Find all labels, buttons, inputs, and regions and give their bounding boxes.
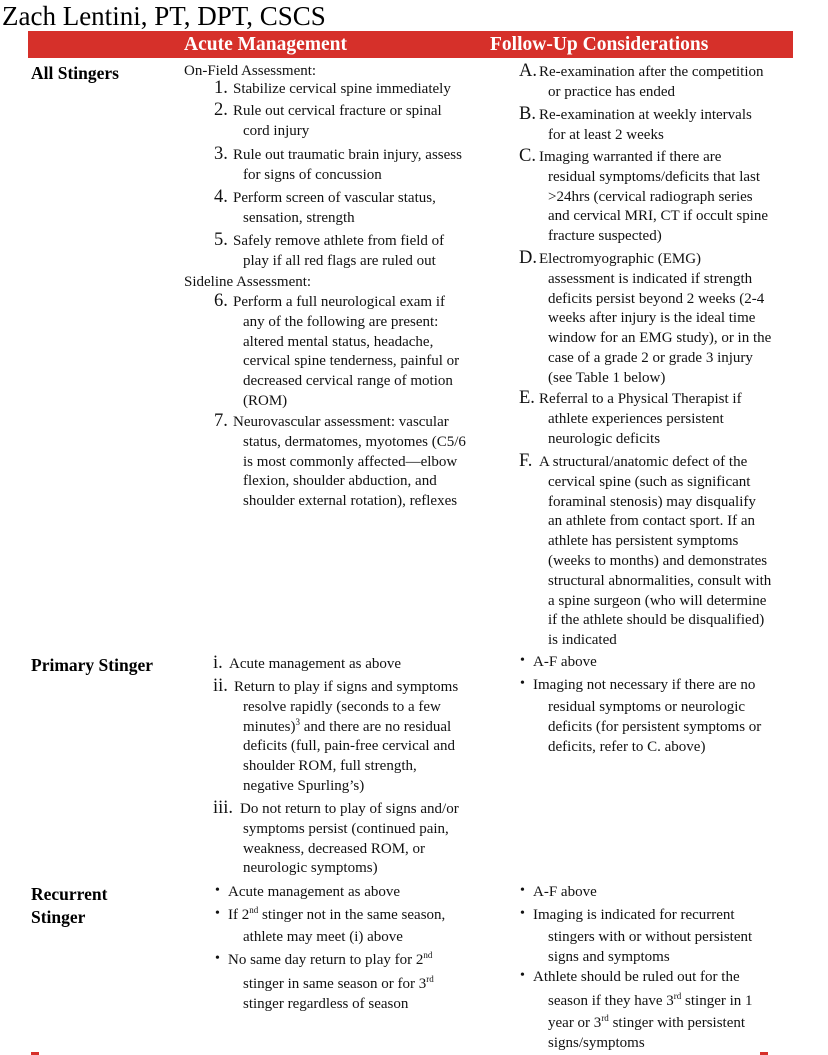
item-text: Perform a full neurological exam if [233,294,446,310]
item-marker: 2. [214,100,228,120]
item-marker: F. [519,451,533,471]
item-text: deficits (for persistent symptoms or [548,719,762,735]
item-text: structural abnormalities, consult with [548,572,772,589]
item-text: residual symptoms or neurologic [548,699,746,715]
item-text: Stabilize cervical spine immediately [233,81,451,97]
item-text: deficits (full, pain-free cervical and [243,738,455,755]
recurrent-acute-item [215,905,445,947]
item-marker: 5. [214,230,228,250]
all-followup-item-f [519,453,771,651]
header-acute-management: Acute Management [184,34,347,55]
item-text: Rule out traumatic brain injury, assess [233,147,462,163]
item-marker: i. [213,653,223,673]
item-text: window for an EMG study), or in the [548,330,772,347]
section-title-recurrent-stinger: Recurrent Stinger [31,884,108,927]
item-text: sensation, strength [243,209,355,226]
item-text: symptoms persist (continued pain, [243,820,449,837]
all-followup-item-b [519,106,752,146]
all-acute-item-5 [214,232,444,272]
item-marker: iii. [213,798,234,818]
primary-acute-item-iii [213,800,459,879]
item-text: for at least 2 weeks [548,126,664,143]
item-text: assessment is indicated if strength [548,270,753,287]
item-text: Referral to a Physical Therapist if [539,391,742,407]
item-text: play if all red flags are ruled out [243,252,436,269]
all-acute-item-2 [214,102,442,142]
bullet-icon: • [520,968,525,983]
item-text: deficits, refer to C. above) [548,739,706,755]
header-follow-up: Follow-Up Considerations [490,34,709,55]
section-title-primary-stinger: Primary Stinger [31,655,153,675]
item-text: Acute management as above [228,884,401,900]
item-text: Athlete should be ruled out for the [533,969,740,985]
bullet-icon: • [520,676,525,691]
item-marker: E. [519,388,535,408]
item-text: status, dermatomes, myotomes (C5/6 [243,433,466,450]
item-text: Electromyographic (EMG) [539,251,702,267]
item-text: A structural/anatomic defect of the [539,454,748,470]
primary-followup-item [520,652,597,672]
item-marker: B. [519,104,536,124]
item-marker: 4. [214,187,228,207]
item-text: Imaging not necessary if there are no [533,677,756,693]
item-text: If 2nd stinger not in the same season, [228,905,446,923]
item-text: cervical spine (such as significant [548,473,751,490]
item-marker: 3. [214,144,228,164]
item-text: flexion, shoulder abduction, and [243,473,437,490]
item-text: Perform screen of vascular status, [233,190,436,206]
item-text: resolve rapidly (seconds to a few [243,698,441,715]
item-text: signs and symptoms [548,949,670,965]
item-marker: 6. [214,291,228,311]
item-text: fracture suspected) [548,228,662,245]
table-header-bar [28,31,793,58]
item-text: deficits persist beyond 2 weeks (2-4 [548,290,765,307]
item-text: case of a grade 2 or grade 3 injury [548,349,753,366]
recurrent-followup-item [520,882,597,902]
item-text: or practice has ended [548,83,676,100]
item-marker: D. [519,248,537,268]
bullet-icon: • [520,906,525,921]
item-text: is indicated [548,632,617,649]
item-text: athlete has persistent symptoms [548,533,739,550]
item-text: for signs of concussion [243,166,382,183]
item-text: stinger in same season or for 3rd [243,974,434,992]
item-text: altered mental status, headache, [243,333,434,350]
item-marker: 1. [214,78,228,98]
item-text: Re-examination after the competition [539,64,764,80]
item-text: Do not return to play of signs and/or [240,801,459,817]
item-text: season if they have 3rd stinger in 1 [548,991,753,1009]
all-acute-item-6 [214,293,459,412]
all-acute-item-7 [214,413,466,512]
item-text: and cervical MRI, CT if occult spine [548,208,769,225]
item-text: an athlete from contact sport. If an [548,513,755,530]
recurrent-acute-item [215,882,400,902]
item-text: cord injury [243,122,310,139]
item-text: minutes)$^3$ and there are no residual [243,716,452,735]
item-text: Safely remove athlete from field of [233,233,445,249]
bullet-icon: • [520,883,525,898]
bullet-icon: • [215,883,220,898]
bullet-icon: • [520,653,525,668]
item-text: stingers with or without persistent [548,929,753,945]
author-name: Zach Lentini, PT, DPT, CSCS [2,1,326,31]
item-text: cervical spine tenderness, painful or [243,353,460,370]
item-text: athlete experiences persistent [548,410,724,427]
item-text: (weeks to months) and demonstrates [548,552,768,569]
item-text: weakness, decreased ROM, or [243,840,426,857]
recurrent-followup-item [520,905,752,967]
item-text: a spine surgeon (who will determine [548,592,767,609]
item-marker: ii. [213,676,228,696]
item-text: A-F above [533,654,597,670]
item-text: Rule out cervical fracture or spinal [233,103,442,119]
item-text: shoulder ROM, full strength, [243,758,417,775]
all-followup-item-a [519,63,764,103]
item-text: neurologic deficits [548,430,661,447]
item-marker: 7. [214,411,228,431]
bullet-icon: • [215,951,220,966]
item-text: Imaging warranted if there are [539,149,722,165]
item-text: Return to play if signs and symptoms [234,679,459,695]
item-text: is most commonly affected—elbow [243,453,458,470]
all-followup-item-d [519,250,771,389]
item-text: shoulder external rotation), reflexes [243,493,458,510]
recurrent-acute-item [215,950,434,1014]
bullet-icon: • [215,906,220,921]
all-followup-item-c [519,148,768,247]
item-text: Imaging is indicated for recurrent [533,907,735,923]
item-text: Re-examination at weekly intervals [539,107,752,123]
section-title-all-stingers: All Stingers [31,63,119,83]
item-text: weeks after injury is the ideal time [548,310,756,327]
item-text: if the athlete should be disqualified) [548,612,765,629]
onfield-label: On-Field Assessment: [184,63,317,79]
item-marker: A. [519,61,537,81]
item-text: Neurovascular assessment: vascular [233,414,449,430]
primary-acute-item-i [213,655,401,675]
item-marker: C. [519,146,536,166]
item-text: neurologic symptoms) [243,860,378,877]
all-acute-item-3 [214,146,462,186]
item-text: (ROM) [243,392,288,409]
recurrent-followup-item [520,967,753,1053]
footnote-ref: 3 [295,716,300,727]
item-text: Acute management as above [229,656,402,672]
item-text: athlete may meet (i) above [243,929,403,945]
item-text: foraminal stenosis) may disqualify [548,493,756,510]
sideline-label: Sideline Assessment: [184,274,312,290]
all-acute-item-4 [214,189,436,229]
item-text: >24hrs (cervical radiograph series [548,188,753,205]
primary-followup-item [520,675,761,757]
item-text: negative Spurling’s) [243,777,365,794]
all-acute-item-1 [214,80,451,100]
item-text: (see Table 1 below) [548,369,666,386]
item-text: stinger regardless of season [243,996,409,1012]
item-text: any of the following are present: [243,313,439,330]
item-text: residual symptoms/deficits that last [548,168,761,185]
item-text: No same day return to play for 2nd [228,950,433,968]
item-text: A-F above [533,884,597,900]
item-text: signs/symptoms [548,1035,645,1051]
item-text: year or 3rd stinger with persistent [548,1013,746,1031]
primary-acute-item-ii [213,678,458,797]
all-followup-item-e [519,390,742,449]
item-text: decreased cervical range of motion [243,373,453,390]
